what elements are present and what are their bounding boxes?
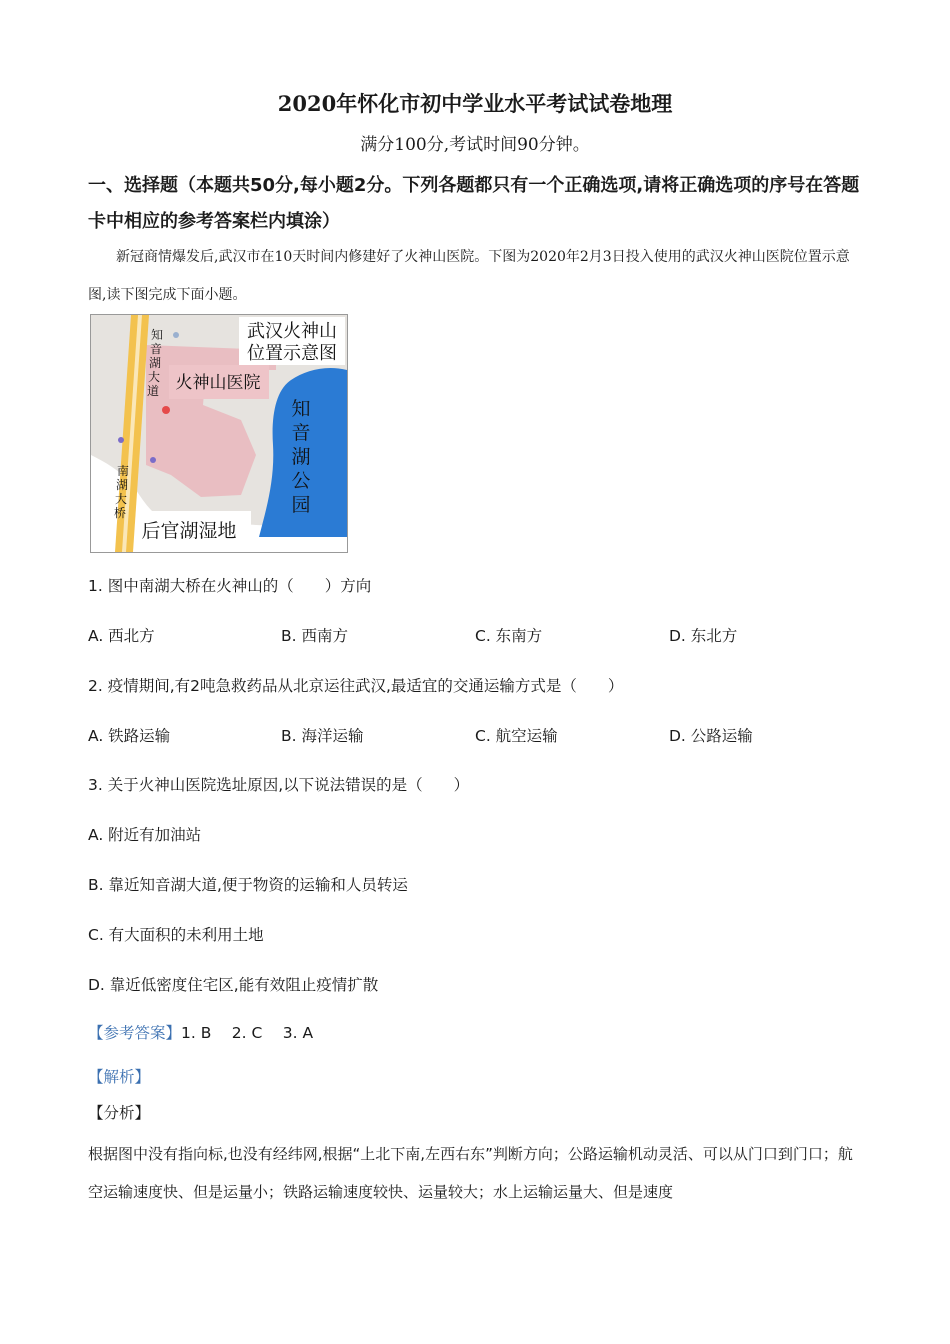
hospital-location-map (90, 314, 348, 553)
answer-line (88, 1021, 313, 1043)
answer-label: 【参考答案】 (88, 1024, 182, 1042)
map-hospital-label: 火神山医院 (175, 373, 261, 393)
q1-option-a: A. 西北方 (88, 627, 155, 645)
map-bridge-char: 湖 (115, 478, 129, 492)
map-bridge-char: 大 (114, 492, 128, 506)
poi-marker-icon (150, 457, 156, 463)
question-1-stem: 1. 图中南湖大桥在火神山的（ ）方向 (88, 577, 372, 595)
map-title-line2: 位置示意图 (247, 343, 337, 364)
map-bridge-char: 桥 (113, 506, 127, 520)
q3-option-d: D. 靠近低密度住宅区,能有效阻止疫情扩散 (88, 976, 379, 994)
exam-info: 满分100分,考试时间90分钟。 (360, 135, 590, 155)
fenxi-label: 【分析】 (88, 1104, 151, 1122)
q2-option-b: B. 海洋运输 (281, 727, 364, 745)
map-bridge-char: 南 (116, 464, 130, 478)
map-park-char: 湖 (291, 446, 311, 468)
hospital-pin-icon (162, 406, 170, 414)
poi-marker-icon (173, 332, 179, 338)
map-park-char: 音 (291, 422, 311, 444)
map-road-char: 知 (150, 328, 164, 342)
analysis-text: 根据图中没有指向标,也没有经纬网,根据“上北下南,左西右东”判断方向；公路运输机动灵活、可以从门口到门口；航空运输速度快、但是运量小；铁路运输速度较快、运量较大；水上运输运量大、但是速度 (88, 1145, 853, 1201)
answer-text: 1. B 2. C 3. A (181, 1024, 314, 1042)
poi-marker-icon (118, 437, 124, 443)
question-3-stem: 3. 关于火神山医院选址原因,以下说法错误的是（ ） (88, 776, 470, 794)
map-graphic (91, 315, 347, 552)
intro-paragraph: 新冠商情爆发后,武汉市在10天时间内修建好了火神山医院。下图为2020年2月3日投入使用的武汉火神山医院位置示意图,读下图完成下面小题。 (88, 249, 850, 303)
q2-option-d: D. 公路运输 (669, 727, 753, 745)
section-heading: 一、选择题（本题共50分,每小题2分。下列各题都只有一个正确选项,请将正确选项的序号在答题卡中相应的参考答案栏内填涂） (88, 175, 860, 232)
map-wetland-label: 后官湖湿地 (141, 520, 237, 542)
q1-option-c: C. 东南方 (475, 627, 543, 645)
page-title: 2020年怀化市初中学业水平考试试卷地理 (277, 91, 673, 116)
map-road-char: 大 (147, 370, 161, 384)
map-park-char: 公 (291, 470, 311, 492)
map-park-char: 知 (291, 398, 311, 420)
map-park-char: 园 (291, 494, 311, 516)
q1-option-d: D. 东北方 (669, 627, 738, 645)
map-road-char: 道 (146, 384, 160, 398)
q1-option-b: B. 西南方 (281, 627, 348, 645)
map-road-char: 湖 (148, 356, 162, 370)
q2-option-c: C. 航空运输 (475, 727, 558, 745)
map-title-line1: 武汉火神山 (247, 321, 337, 342)
jiexi-label: 【解析】 (88, 1068, 151, 1086)
q3-option-a: A. 附近有加油站 (88, 826, 202, 844)
q3-option-b: B. 靠近知音湖大道,便于物资的运输和人员转运 (88, 876, 408, 894)
question-2-stem: 2. 疫情期间,有2吨急救药品从北京运往武汉,最适宜的交通运输方式是（ ） (88, 677, 624, 695)
q2-option-a: A. 铁路运输 (88, 727, 171, 745)
map-road-char: 音 (149, 342, 163, 356)
q3-option-c: C. 有大面积的未利用土地 (88, 926, 264, 944)
